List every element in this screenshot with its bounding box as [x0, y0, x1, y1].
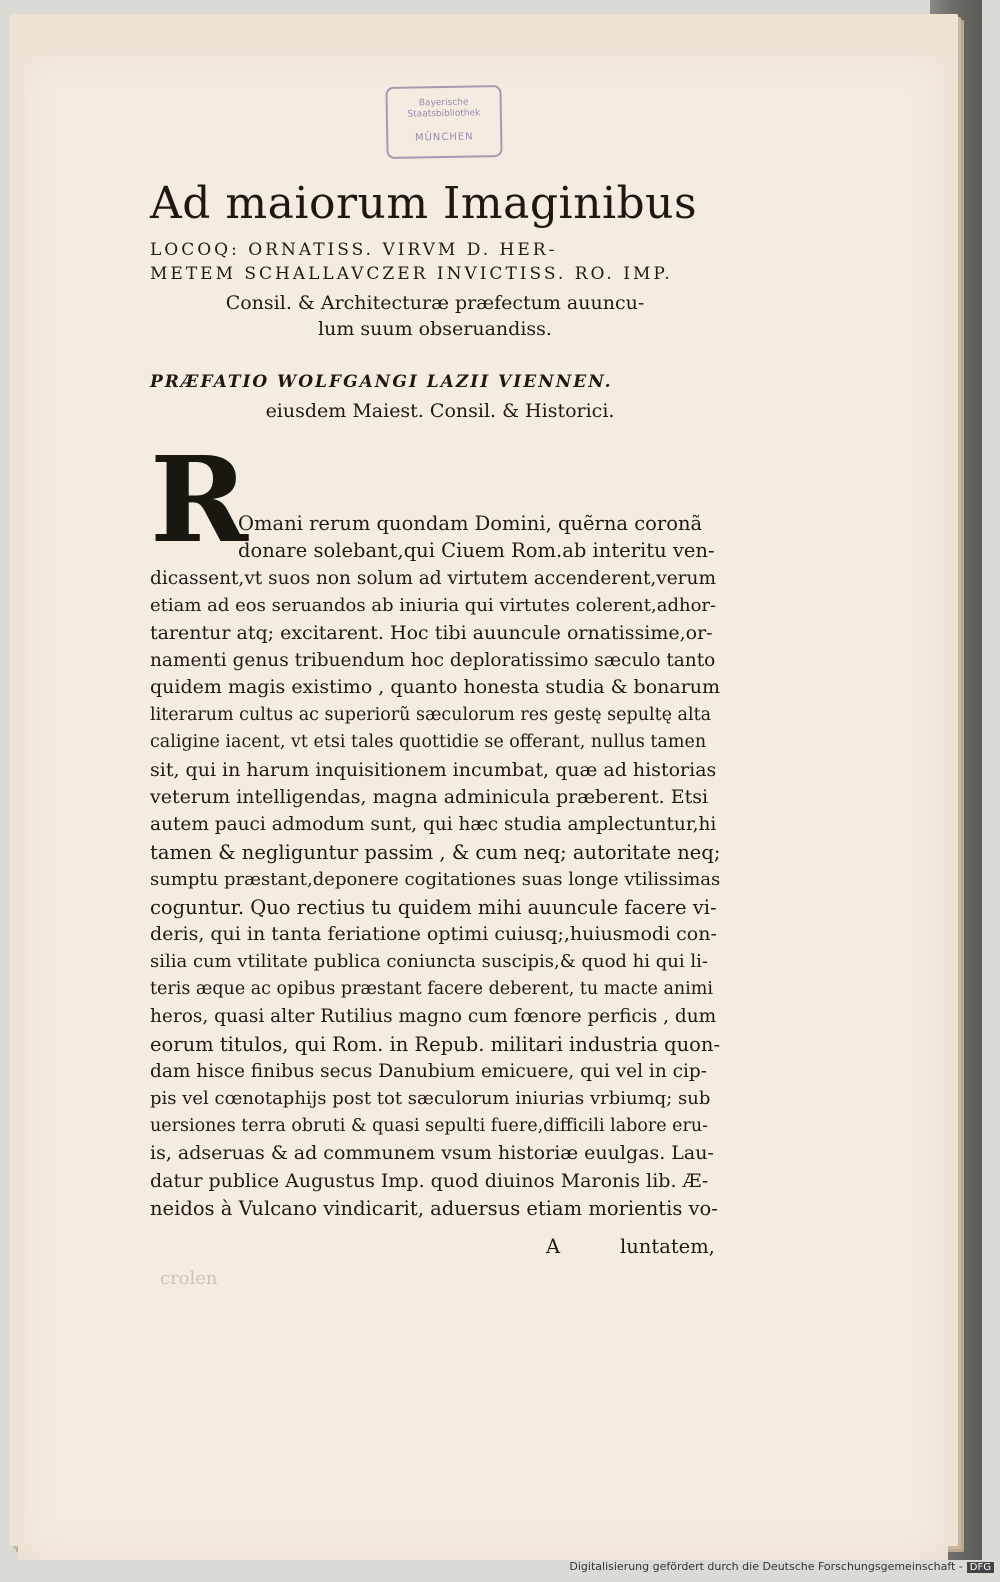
body-line: literarum cultus ac superiorũ sæculorum res gestę sepultę alta [150, 704, 712, 725]
drop-cap: R [150, 430, 249, 569]
subtitle-line: METEM SCHALLAVCZER INVICTISS. RO. IMP. [150, 264, 673, 284]
subtitle-line: LOCOQ: ORNATISS. VIRVM D. HER- [150, 240, 558, 260]
offset-show-through: crolen [160, 1268, 218, 1289]
signature-mark: A [546, 1235, 561, 1258]
praefatio-subheading: eiusdem Maiest. Consil. & Historici. [265, 400, 615, 422]
body-line: eorum titulos, qui Rom. in Repub. militari industria quon- [150, 1032, 720, 1056]
dfg-logo: DFG [967, 1562, 994, 1573]
body-line: veterum intelligendas, magna adminicula præberent. Etsi [150, 786, 709, 808]
body-line: caligine iacent, vt etsi tales quottidie se offerant, nullus tamen [150, 732, 707, 753]
body-line: teris æque ac opibus præstant facere deberent, tu macte animi [150, 978, 713, 999]
body-line: tarentur atq; excitarent. Hoc tibi auuncule ornatissime,or- [150, 621, 713, 644]
catchword: luntatem, [620, 1235, 715, 1258]
page-title: Ad maiorum Imaginibus [150, 178, 698, 229]
body-line: is, adseruas & ad communem vsum historiæ euulgas. Lau- [150, 1142, 714, 1165]
body-line: dicassent,vt suos non solum ad virtutem accenderent,verum [150, 567, 716, 589]
body-line: Omani rerum quondam Domini, quẽrna coronã [238, 512, 703, 535]
body-line: datur publice Augustus Imp. quod diuinos Maronis lib. Æ- [150, 1169, 709, 1192]
stamp-city: MÜNCHEN [414, 131, 474, 144]
stamp-line: Bayerische [418, 97, 469, 109]
body-line: sumptu præstant,deponere cogitationes suas longe vtilissimas [150, 869, 720, 891]
body-line: sit, qui in harum inquisitionem incumbat, quæ ad historias [150, 758, 717, 781]
body-line: quidem magis existimo , quanto honesta studia & bonarum [150, 676, 720, 699]
credit-text: Digitalisierung gefördert durch die Deutsche Forschungsgemeinschaft - [569, 1560, 963, 1573]
subtitle-line: Consil. & Architecturæ præfectum auuncu- [225, 292, 645, 314]
stamp-line: Staatsbibliothek [407, 108, 481, 120]
body-line: donare solebant,qui Ciuem Rom.ab interitu ven- [238, 539, 715, 563]
body-line: coguntur. Quo rectius tu quidem mihi auuncule facere vi- [150, 895, 717, 919]
digitization-credit [569, 1560, 994, 1578]
library-stamp [385, 85, 502, 159]
body-line: neidos à Vulcano vindicarit, aduersus etiam morientis vo- [150, 1197, 718, 1220]
body-line: dam hisce finibus secus Danubium emicuere, qui vel in cip- [150, 1061, 708, 1082]
body-line: deris, qui in tanta feriatione optimi cuiusq;,huiusmodi con- [150, 923, 717, 945]
body-line: pis vel cœnotaphijs post tot sæculorum iniurias vrbiumq; sub [150, 1088, 711, 1110]
praefatio-heading: PRÆFATIO WOLFGANGI LAZII VIENNEN. [150, 372, 613, 392]
body-line: etiam ad eos seruandos ab iniuria qui virtutes colerent,adhor- [150, 595, 717, 617]
body-line: namenti genus tribuendum hoc deploratissimo sæculo tanto [150, 650, 716, 671]
subtitle-line: lum suum obseruandiss. [318, 318, 552, 340]
body-line: heros, quasi alter Rutilius magno cum fœnore perficis , dum [150, 1006, 717, 1028]
body-line: autem pauci admodum sunt, qui hæc studia amplectuntur,hi [150, 814, 717, 836]
body-line: uersiones terra obruti & quasi sepulti fuere,difficili labore eru- [150, 1115, 709, 1136]
body-line: tamen & negliguntur passim , & cum neq; autoritate neq; [150, 840, 720, 864]
body-line: silia cum vtilitate publica coniuncta suscipis,& quod hi qui li- [150, 951, 708, 973]
